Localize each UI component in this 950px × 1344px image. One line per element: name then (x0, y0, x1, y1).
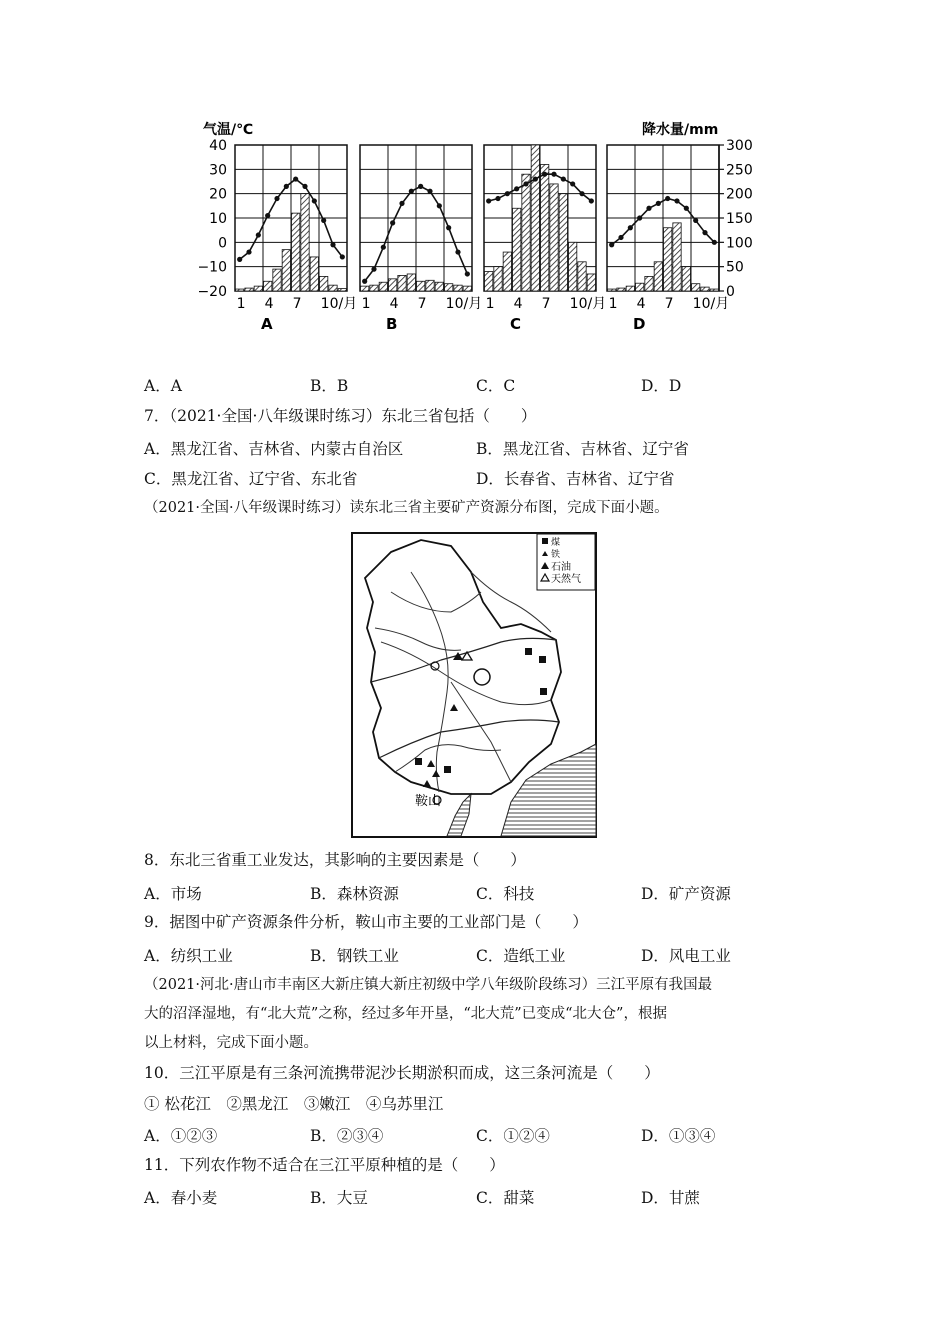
temperature-point (330, 242, 335, 247)
temperature-point (551, 172, 556, 177)
precip-bar (541, 164, 549, 291)
month-tick-label: 4 (264, 296, 274, 312)
q7-stem: 7．（2021·全国·八年级课时练习）东北三省包括（ ） (144, 407, 537, 425)
left-tick-label: 30 (209, 162, 227, 179)
left-tick-label: 0 (218, 235, 227, 252)
precip-bar (398, 275, 406, 291)
intro-q8-q9: （2021·全国·八年级课时练习）读东北三省主要矿产资源分布图，完成下面小题。 (144, 500, 669, 516)
month-tick-label: 1 (236, 296, 246, 312)
q6-option-b[interactable]: B．B (310, 377, 349, 395)
precip-bar (310, 257, 318, 291)
precip-bar (282, 250, 290, 291)
q7-options-row1 (144, 437, 784, 459)
temperature-point (284, 184, 289, 189)
left-tick-label: 40 (209, 138, 227, 154)
precip-bar (494, 267, 502, 291)
precip-bar (701, 287, 709, 291)
precip-bar (338, 289, 346, 291)
right-axis-ticks (719, 138, 753, 300)
precip-bar (454, 285, 462, 291)
q8-option-b[interactable]: B．森林资源 (310, 885, 399, 903)
temperature-point (437, 203, 442, 208)
precip-bar (587, 274, 595, 291)
precip-bar (692, 284, 700, 291)
panel-label: A (261, 315, 273, 333)
temperature-point (579, 191, 584, 196)
month-tick-label: 7 (417, 296, 427, 312)
precip-bar (245, 288, 253, 291)
q6-option-c[interactable]: C．C (476, 377, 516, 395)
left-tick-label: 20 (209, 186, 227, 203)
q9-options (144, 944, 784, 966)
coal-symbol-4 (415, 758, 422, 765)
climate-panel-d (607, 145, 729, 333)
precip-bar (673, 223, 681, 291)
precip-bar (550, 184, 558, 291)
q8-option-d[interactable]: D．矿产资源 (641, 885, 731, 903)
temperature-point (523, 181, 528, 186)
coal-symbol-1 (525, 648, 532, 655)
q9-option-d[interactable]: D．风电工业 (641, 947, 731, 965)
right-tick-label: 300 (726, 138, 753, 154)
month-tick-label: 10/月 (320, 296, 358, 312)
month-tick-label: 1 (361, 296, 371, 312)
temperature-point (321, 218, 326, 223)
month-tick-label: 10/月 (692, 296, 730, 312)
temperature-point (399, 201, 404, 206)
precip-bar (522, 174, 530, 291)
temperature-point (340, 254, 345, 259)
precip-bar (426, 280, 434, 291)
left-tick-label: 10 (209, 211, 227, 227)
coal-symbol-3 (540, 688, 547, 695)
panel-label: D (633, 315, 646, 333)
right-tick-label: 250 (726, 162, 753, 179)
coal-symbol-2 (539, 656, 546, 663)
temperature-point (628, 225, 633, 230)
month-tick-label: 1 (608, 296, 618, 312)
temperature-point (486, 198, 491, 203)
q10-option-a[interactable]: A．①②③ (144, 1127, 218, 1145)
temperature-point (505, 191, 510, 196)
precip-bar (559, 194, 567, 291)
q9-option-c[interactable]: C．造纸工业 (476, 947, 566, 965)
precip-bar (361, 286, 369, 291)
month-tick-label: 4 (636, 296, 646, 312)
right-tick-label: 100 (726, 235, 753, 252)
temperature-point (665, 196, 670, 201)
precip-bar (236, 289, 244, 291)
temperature-point (656, 201, 661, 206)
q11-option-c[interactable]: C．甜菜 (476, 1189, 535, 1207)
q7-option-a[interactable]: A．黑龙江省、吉林省、内蒙古自治区 (144, 440, 404, 458)
precip-bar (654, 262, 662, 291)
left-axis-label: 气温/℃ (203, 122, 254, 138)
q10-option-b[interactable]: B．②③④ (310, 1127, 384, 1145)
precip-bar (301, 194, 309, 291)
left-axis-ticks (197, 138, 227, 300)
legend-oil: 石油 (551, 562, 571, 573)
temperature-point (274, 196, 279, 201)
precip-bar (626, 286, 634, 291)
precip-bar (435, 282, 443, 291)
q11-option-b[interactable]: B．大豆 (310, 1189, 368, 1207)
temperature-point (409, 189, 414, 194)
precip-bar (664, 228, 672, 291)
q10-stem: 10．三江平原是有三条河流携带泥沙长期淤积而成，这三条河流是（ ） (144, 1064, 660, 1082)
q11-option-a[interactable]: A．春小麦 (144, 1189, 218, 1207)
precip-bar (273, 269, 281, 291)
q7-option-d[interactable]: D．长春省、吉林省、辽宁省 (476, 470, 675, 488)
temperature-point (542, 172, 547, 177)
temperature-point (609, 242, 614, 247)
temperature-point (637, 215, 642, 220)
q10-option-c[interactable]: C．①②④ (476, 1127, 550, 1145)
temperature-point (702, 230, 707, 235)
temperature-point (646, 206, 651, 211)
precip-bar (417, 281, 425, 291)
q10-options (144, 1124, 784, 1146)
month-tick-label: 1 (485, 296, 495, 312)
intro-q10-line3: 以上材料，完成下面小题。 (144, 1035, 318, 1051)
q6-option-a[interactable]: A．A (144, 377, 182, 395)
precip-bar (370, 285, 378, 291)
precip-bar (463, 286, 471, 291)
month-tick-label: 7 (541, 296, 551, 312)
q8-options (144, 882, 784, 904)
q11-stem: 11．下列农作物不适合在三江平原种植的是（ ） (144, 1156, 505, 1174)
left-tick-label: −20 (197, 284, 227, 300)
temperature-point (455, 249, 460, 254)
q7-option-c[interactable]: C．黑龙江省、辽宁省、东北省 (144, 470, 358, 488)
month-tick-label: 10/月 (569, 296, 607, 312)
temperature-point (514, 186, 519, 191)
q8-stem: 8．东北三省重工业发达，其影响的主要因素是（ ） (144, 851, 526, 869)
right-tick-label: 50 (726, 259, 744, 276)
q7-option-b[interactable]: B．黑龙江省、吉林省、辽宁省 (476, 440, 689, 458)
q6-option-d[interactable]: D．D (641, 377, 682, 395)
precip-bar (682, 267, 690, 291)
left-tick-label: −10 (197, 259, 227, 276)
intro-q10-line1: （2021·河北·唐山市丰南区大新庄镇大新庄初级中学八年级阶段练习）三江平原有我国最 (144, 977, 713, 993)
temperature-point (371, 267, 376, 272)
temperature-point (712, 240, 717, 245)
temperature-point (265, 213, 270, 218)
temperature-point (293, 176, 298, 181)
precip-bar (485, 272, 493, 291)
climate-panel-a (235, 145, 357, 333)
temperature-point (246, 249, 251, 254)
right-tick-label: 200 (726, 186, 753, 203)
legend-iron: 铁 (551, 550, 561, 560)
precip-bar (264, 281, 272, 291)
right-tick-label: 0 (726, 284, 735, 300)
precip-bar (254, 286, 262, 291)
precip-bar (710, 289, 718, 291)
temperature-point (495, 196, 500, 201)
right-tick-label: 150 (726, 211, 753, 227)
month-tick-label: 7 (664, 296, 674, 312)
month-tick-label: 4 (513, 296, 523, 312)
temperature-point (674, 198, 679, 203)
right-axis-label: 降水量/mm (642, 122, 719, 138)
intro-q10-line2: 大的沼泽湿地，有“北大荒”之称，经过多年开垦，“北大荒”已变成“北大仓”，根据 (144, 1006, 667, 1022)
temperature-point (390, 220, 395, 225)
temperature-point (237, 257, 242, 262)
anshan-label: 鞍山 (415, 794, 442, 809)
temperature-point (570, 181, 575, 186)
q8-option-a[interactable]: A．市场 (144, 885, 202, 903)
mineral-map (351, 532, 597, 838)
temperature-point (589, 198, 594, 203)
climate-panel-c (484, 145, 606, 333)
temperature-point (362, 279, 367, 284)
q11-options (144, 1186, 784, 1208)
coal-legend-icon (542, 538, 548, 544)
precip-bar (445, 284, 453, 291)
precip-bar (389, 279, 397, 291)
temperature-point (446, 225, 451, 230)
temperature-point (427, 189, 432, 194)
precip-bar (513, 208, 521, 291)
precip-bar (329, 285, 337, 291)
q10-option-d[interactable]: D．①③④ (641, 1127, 716, 1145)
legend-gas: 天然气 (551, 574, 581, 585)
precip-bar (645, 276, 653, 291)
q6-options (144, 374, 784, 396)
climate-panels (235, 145, 729, 333)
temperature-point (465, 271, 470, 276)
temperature-point (381, 245, 386, 250)
q8-option-c[interactable]: C．科技 (476, 885, 535, 903)
precip-bar (636, 283, 644, 291)
temperature-point (302, 184, 307, 189)
panel-label: B (386, 315, 398, 333)
q9-option-b[interactable]: B．钢铁工业 (310, 947, 399, 965)
temperature-point (618, 235, 623, 240)
precip-bar (578, 262, 586, 291)
temperature-point (693, 218, 698, 223)
temperature-point (418, 184, 423, 189)
month-tick-label: 4 (389, 296, 399, 312)
precip-bar (569, 242, 577, 291)
precip-bar (320, 276, 328, 291)
panel-label: C (510, 315, 522, 333)
precip-bar (503, 252, 511, 291)
q7-options-row2 (144, 467, 784, 489)
q10-items: ① 松花江 ②黑龙江 ③嫩江 ④乌苏里江 (144, 1095, 444, 1113)
temperature-point (533, 176, 538, 181)
month-tick-label: 10/月 (445, 296, 483, 312)
q9-option-a[interactable]: A．纺织工业 (144, 947, 233, 965)
temperature-point (312, 198, 317, 203)
legend-coal: 煤 (551, 538, 561, 548)
month-tick-label: 7 (292, 296, 302, 312)
climate-panel-b (360, 145, 482, 333)
coal-symbol-5 (444, 766, 451, 773)
precip-bar (379, 282, 387, 291)
precip-bar (531, 145, 539, 291)
q9-stem: 9．据图中矿产资源条件分析，鞍山市主要的工业部门是（ ） (144, 913, 588, 931)
precip-bar (617, 288, 625, 291)
precip-bar (292, 213, 300, 291)
temperature-point (256, 232, 261, 237)
temperature-point (684, 206, 689, 211)
q11-option-d[interactable]: D．甘蔗 (641, 1189, 700, 1207)
climate-chart (195, 118, 753, 333)
precip-bar (608, 289, 616, 291)
precip-bar (407, 274, 415, 291)
temperature-point (561, 176, 566, 181)
